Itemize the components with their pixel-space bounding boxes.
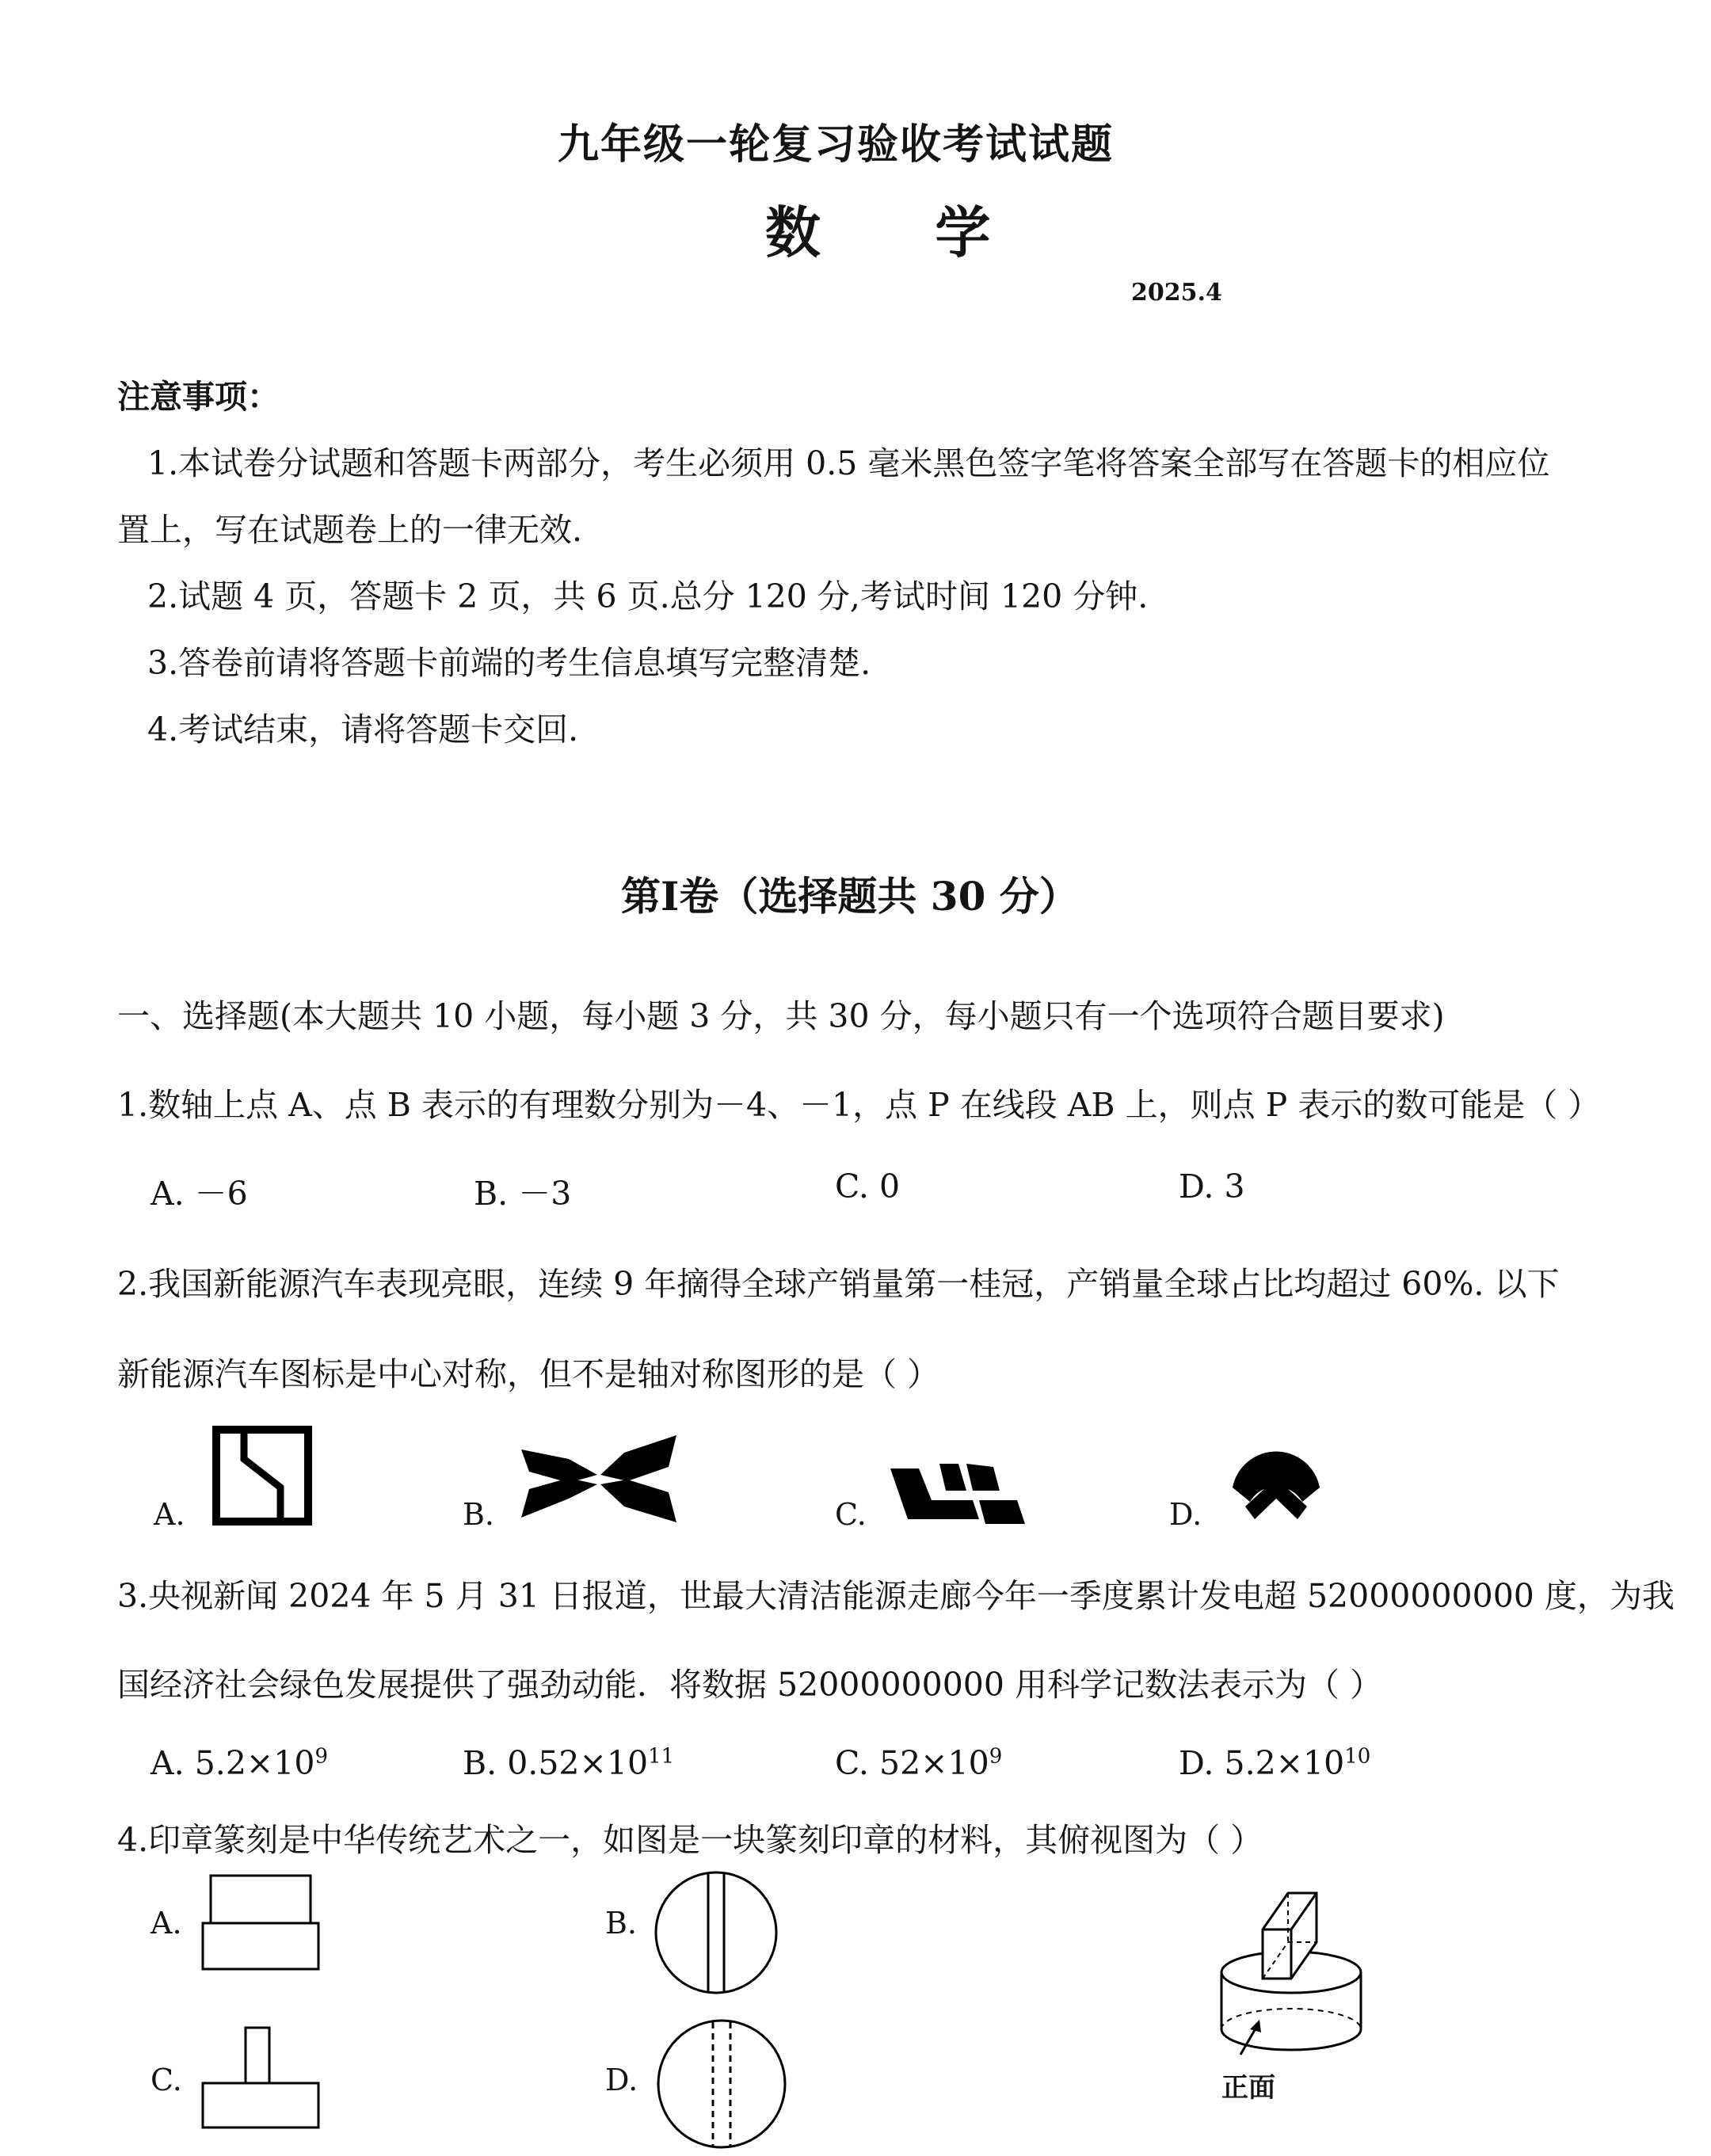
note-3: 3.答卷前请将答题卡前端的考生信息填写完整清楚. (147, 644, 871, 682)
q2-logo-b (521, 1435, 676, 1522)
q3-option-b-label: B. (463, 1744, 497, 1782)
q4-seal-figure (1212, 1885, 1378, 2075)
note-4: 4.考试结束，请将答题卡交回. (147, 710, 579, 749)
q3-option-a-label: A. (151, 1744, 185, 1782)
subject-title: 数 学 (765, 200, 1038, 265)
q3-option-b (463, 1744, 674, 1782)
q2-label-c: C. (835, 1497, 867, 1532)
note-2: 2.试题 4 页，答题卡 2 页，共 6 页.总分 120 分,考试时间 120 分钟. (147, 577, 1149, 615)
note-1-line-2: 置上，写在试题卷上的一律无效. (117, 511, 583, 549)
q4-label-a: A. (151, 1906, 182, 1941)
exam-title: 九年级一轮复习验收考试试题 (558, 120, 1115, 169)
q3-option-a-exp: 9 (314, 1744, 328, 1769)
q1-option-a: A. －6 (151, 1175, 248, 1213)
question-4-stem: 4.印章篆刻是中华传统艺术之一，如图是一块篆刻印章的材料，其俯视图为（ ） (117, 1821, 1263, 1859)
q2-label-b: B. (463, 1497, 495, 1532)
q3-option-d-label: D. (1179, 1744, 1214, 1782)
q4-figure-c (201, 2026, 320, 2129)
q1-option-b: B. －3 (474, 1175, 572, 1213)
q3-option-c-base: 52×10 (879, 1744, 989, 1782)
q4-label-c: C. (151, 2063, 182, 2097)
q4-figure-d (656, 2018, 787, 2150)
q3-option-d-exp: 10 (1344, 1744, 1371, 1769)
q3-option-b-base: 0.52×10 (507, 1744, 649, 1782)
q4-figure-a (201, 1874, 320, 1971)
q4-label-b: B. (605, 1906, 638, 1941)
q1-option-c: C. 0 (835, 1168, 901, 1206)
q4-front-label: 正面 (1221, 2072, 1275, 2104)
notes-heading: 注意事项： (117, 378, 280, 416)
q2-logo-a (212, 1426, 312, 1526)
question-3-stem-line-2: 国经济社会绿色发展提供了强劲动能．将数据 52000000000 用科学记数法表示为（ ） (117, 1666, 1383, 1704)
part1-title: 第Ⅰ卷（选择题共 30 分） (621, 873, 1079, 920)
note-1-line-1: 1.本试卷分试题和答题卡两部分，考生必须用 0.5 毫米黑色签字笔将答案全部写在答题卡的相应位 (147, 444, 1550, 482)
q2-logo-c (890, 1464, 1025, 1524)
question-3-stem-line-1: 3.央视新闻 2024 年 5 月 31 日报道，世最大清洁能源走廊今年一季度累计发电超 52000000000 度，为我 (117, 1577, 1675, 1615)
question-1-stem: 1.数轴上点 A、点 B 表示的有理数分别为－4、－1，点 P 在线段 AB 上，则点 P 表示的数可能是（ ） (117, 1086, 1601, 1124)
q2-logo-d (1226, 1430, 1326, 1524)
q3-option-c-label: C. (835, 1744, 869, 1782)
q4-label-d: D. (605, 2063, 638, 2097)
q2-label-a: A. (154, 1497, 185, 1532)
q1-option-d: D. 3 (1179, 1168, 1245, 1206)
q3-option-a-base: 5.2×10 (194, 1744, 315, 1782)
exam-date: 2025.4 (1131, 279, 1222, 307)
q3-option-d-base: 5.2×10 (1224, 1744, 1345, 1782)
question-2-stem-line-2: 新能源汽车图标是中心对称，但不是轴对称图形的是（ ） (117, 1355, 940, 1393)
q2-label-d: D. (1169, 1497, 1202, 1532)
q3-option-d (1179, 1744, 1370, 1782)
q4-figure-b (653, 1869, 779, 1996)
question-2-stem-line-1: 2.我国新能源汽车表现亮眼，连续 9 年摘得全球产销量第一桂冠，产销量全球占比均超过 60%. 以下 (117, 1265, 1560, 1303)
q3-option-c-exp: 9 (989, 1744, 1003, 1769)
q3-option-a (151, 1744, 328, 1782)
section-heading: 一、选择题(本大题共 10 小题，每小题 3 分，共 30 分，每小题只有一个选项符合题目要求) (117, 997, 1445, 1035)
q3-option-b-exp: 11 (648, 1744, 675, 1769)
q3-option-c (835, 1744, 1002, 1782)
